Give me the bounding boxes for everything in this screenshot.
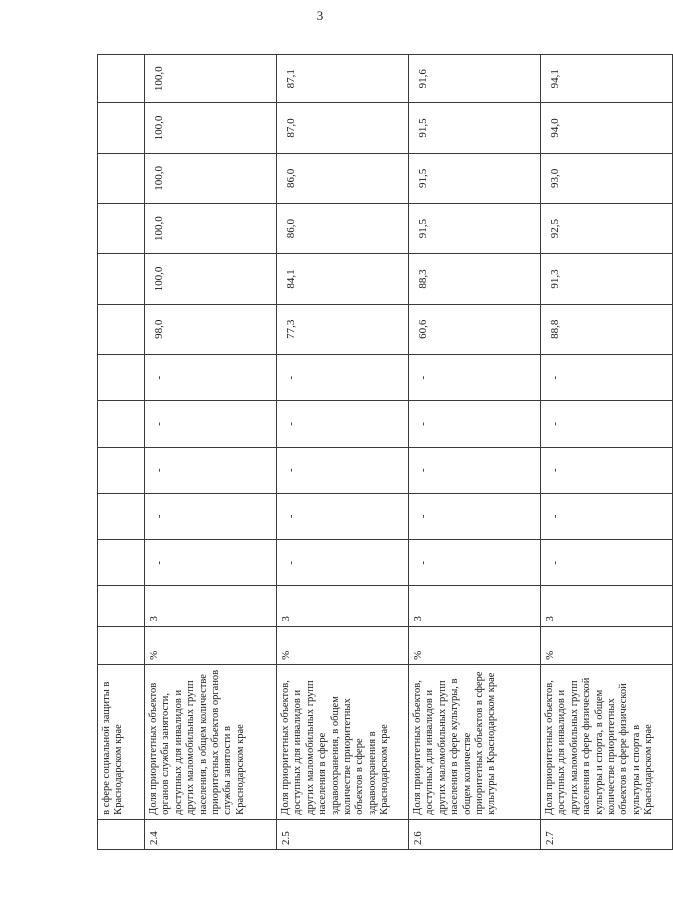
value-cell: - — [409, 493, 541, 539]
unit-cell: % — [409, 626, 541, 664]
value-cell: 94,0 — [541, 103, 673, 153]
value-cell: 100,0 — [145, 204, 277, 254]
base-cell: 3 — [145, 586, 277, 626]
empty-cell — [98, 626, 145, 664]
empty-cell — [98, 55, 145, 103]
table-row — [277, 55, 409, 850]
value-cell: - — [541, 354, 673, 400]
rotated-table-container — [97, 54, 667, 850]
value-cell: 100,0 — [145, 55, 277, 103]
empty-cell — [98, 304, 145, 354]
value-cell: - — [409, 401, 541, 447]
value-cell: - — [541, 401, 673, 447]
table-row — [409, 55, 541, 850]
value-cell: 91,5 — [409, 153, 541, 203]
unit-cell: % — [277, 626, 409, 664]
empty-cell — [98, 254, 145, 304]
value-cell: 87,1 — [277, 55, 409, 103]
value-cell: 88,8 — [541, 304, 673, 354]
value-cell: - — [541, 447, 673, 493]
value-cell: 91,5 — [409, 204, 541, 254]
value-cell: 93,0 — [541, 153, 673, 203]
value-cell: 88,3 — [409, 254, 541, 304]
value-cell: 86,0 — [277, 153, 409, 203]
empty-cell — [98, 493, 145, 539]
value-cell: - — [145, 401, 277, 447]
value-cell: - — [409, 540, 541, 586]
table-row — [541, 55, 673, 850]
row-number: 2.6 — [409, 819, 541, 849]
value-cell: - — [145, 540, 277, 586]
table-row — [145, 55, 277, 850]
empty-cell — [98, 540, 145, 586]
value-cell: - — [145, 493, 277, 539]
value-cell: - — [541, 493, 673, 539]
section-row — [98, 55, 145, 850]
value-cell: 100,0 — [145, 103, 277, 153]
value-cell: - — [409, 447, 541, 493]
value-cell: 100,0 — [145, 153, 277, 203]
row-number: 2.4 — [145, 819, 277, 849]
indicator-name: Доля приоритетных объектов, доступных для инвалидов и других маломобильных групп населения в сфере физической культуры и спорта, в общем количестве приоритетных объектов в сфере физической культуры и спорта в Краснодарском крае — [541, 664, 673, 819]
value-cell: 98,0 — [145, 304, 277, 354]
value-cell: - — [145, 354, 277, 400]
row-number: 2.5 — [277, 819, 409, 849]
value-cell: 86,0 — [277, 204, 409, 254]
table-area — [97, 54, 667, 850]
empty-cell — [98, 103, 145, 153]
base-cell: 3 — [277, 586, 409, 626]
value-cell: 92,5 — [541, 204, 673, 254]
empty-cell — [98, 153, 145, 203]
value-cell: - — [277, 447, 409, 493]
indicators-table — [97, 54, 673, 850]
value-cell: - — [145, 447, 277, 493]
value-cell: 77,3 — [277, 304, 409, 354]
empty-cell — [98, 204, 145, 254]
empty-cell — [98, 447, 145, 493]
value-cell: 94,1 — [541, 55, 673, 103]
value-cell: - — [277, 493, 409, 539]
value-cell: - — [277, 540, 409, 586]
section-title-cell: в сфере социальной защиты в Краснодарском крае — [98, 664, 145, 819]
value-cell: - — [541, 540, 673, 586]
empty-cell — [98, 354, 145, 400]
base-cell: 3 — [541, 586, 673, 626]
indicator-name: Доля приоритетных объектов, доступных для инвалидов и других маломобильных групп населения в сфере культуры, в общем количестве приоритетных объектов в сфере культуры в Краснодарском крае — [409, 664, 541, 819]
value-cell: 91,3 — [541, 254, 673, 304]
empty-cell — [98, 586, 145, 626]
value-cell: 91,6 — [409, 55, 541, 103]
row-number: 2.7 — [541, 819, 673, 849]
indicator-name: Доля приоритетных объектов органов службы занятости, доступных для инвалидов и других маломобильных групп населения, в общем количестве приоритетных объектов органов службы занятости в Краснодарском крае — [145, 664, 277, 819]
empty-cell — [98, 401, 145, 447]
page-number: 3 — [316, 8, 324, 23]
unit-cell: % — [145, 626, 277, 664]
value-cell: - — [277, 354, 409, 400]
value-cell: 84,1 — [277, 254, 409, 304]
value-cell: 60,6 — [409, 304, 541, 354]
value-cell: - — [277, 401, 409, 447]
value-cell: 100,0 — [145, 254, 277, 304]
value-cell: 87,0 — [277, 103, 409, 153]
value-cell: - — [409, 354, 541, 400]
indicator-name: Доля приоритетных объектов, доступных для инвалидов и других маломобильных групп населения в сфере здравоохранения, в общем количестве приоритетных объектов в сфере здравоохранения в Краснодарском крае — [277, 664, 409, 819]
value-cell: 91,5 — [409, 103, 541, 153]
section-number-cell — [98, 819, 145, 849]
base-cell: 3 — [409, 586, 541, 626]
unit-cell: % — [541, 626, 673, 664]
